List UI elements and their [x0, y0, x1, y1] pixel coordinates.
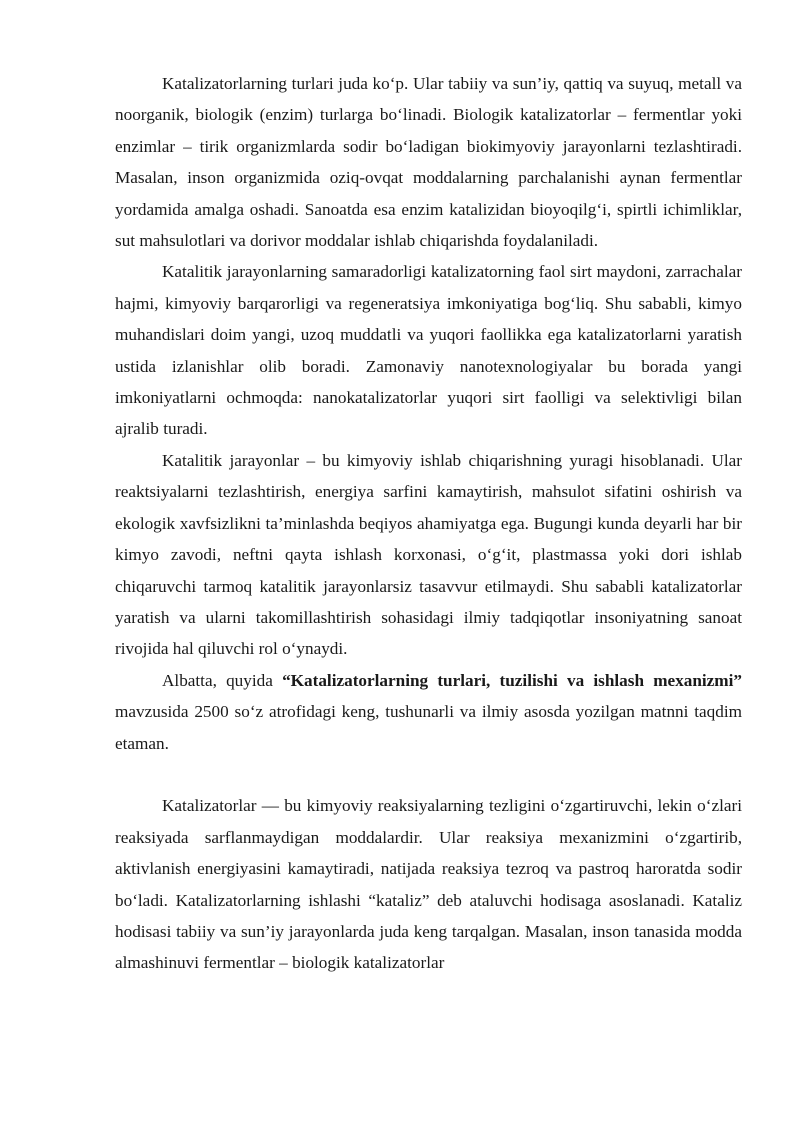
paragraph-catalytic-efficiency: Katalitik jarayonlarning samaradorligi katalizatorning faol sirt maydoni, zarrachalar hajmi, kimyoviy barqarorligi va regeneratsiya imkoniyatiga bog‘liq. Shu sababli, kimyo muhandislari doim yangi, uzoq muddatli va yuqori faollikka ega katalizatorlarni yaratish ustida izlanishlar olib boradi. Zamonaviy nanotexnologiyalar bu borada yangi imkoniyatlarni ochmoqda: nanokatalizatorlar yuqori sirt faolligi va selektivligi bilan ajralib turadi. — [115, 262, 742, 439]
topic-intro-suffix: mavzusida 2500 so‘z atrofidagi keng, tushunarli va ilmiy asosda yozilgan matnni taqdim etaman. — [115, 702, 742, 753]
document-body — [115, 68, 742, 979]
paragraph-topic-intro — [115, 665, 742, 759]
paragraph-catalyst-types: Katalizatorlarning turlari juda ko‘p. Ular tabiiy va sun’iy, qattiq va suyuq, metall va noorganik, biologik (enzim) turlarga bo‘linadi. Biologik katalizatorlar – fermentlar yoki enzimlar – tirik organizmlarda sodir bo‘ladigan biokimyoviy jarayonlarni tezlashtiradi. Masalan, inson organizmida oziq-ovqat moddalarning parchalanishi aynan fermentlar yordamida amalga oshadi. Sanoatda esa enzim katalizidan bioyoqilg‘i, spirtli ichimliklar, sut mahsulotlari va dorivor moddalar ishlab chiqarishda foydalaniladi. — [115, 74, 742, 251]
paragraph-catalytic-processes: Katalitik jarayonlar – bu kimyoviy ishlab chiqarishning yuragi hisoblanadi. Ular reaktsiyalarni tezlashtirish, energiya sarfini kamaytirish, mahsulot sifatini oshirish va ekologik xavfsizlikni ta’minlashda beqiyos ahamiyatga ega. Bugungi kunda deyarli har bir kimyo zavodi, neftni qayta ishlash korxonasi, o‘g‘it, plastmassa yoki dori ishlab chiqaruvchi tarmoq katalitik jarayonlarsiz tasavvur etilmaydi. Shu sababli katalizatorlar yaratish va ularni takomillashtirish sohasidagi ilmiy tadqiqotlar insoniyatning sanoat rivojida hal qiluvchi rol o‘ynaydi. — [115, 450, 742, 659]
topic-title-bold: “Katalizatorlarning turlari, tuzilishi va ishlash mexanizmi” — [282, 670, 742, 690]
paragraph-catalyst-definition: Katalizatorlar — bu kimyoviy reaksiyalarning tezligini o‘zgartiruvchi, lekin o‘zlari reaksiyada sarflanmaydigan moddalardir. Ular reaksiya mexanizmini o‘zgartirib, aktivlanish energiyasini kamaytiradi, natijada reaksiya tezroq va pastroq haroratda sodir bo‘ladi. Katalizatorlarning ishlashi “kataliz” deb ataluvchi hodisaga asoslanadi. Kataliz hodisasi tabiiy va sun’iy jarayonlarda juda keng tarqalgan. Masalan, inson tanasida modda almashinuvi fermentlar – biologik katalizatorlar — [115, 796, 742, 973]
paragraph-spacer — [115, 759, 742, 790]
topic-intro-prefix: Albatta, quyida — [162, 670, 283, 690]
